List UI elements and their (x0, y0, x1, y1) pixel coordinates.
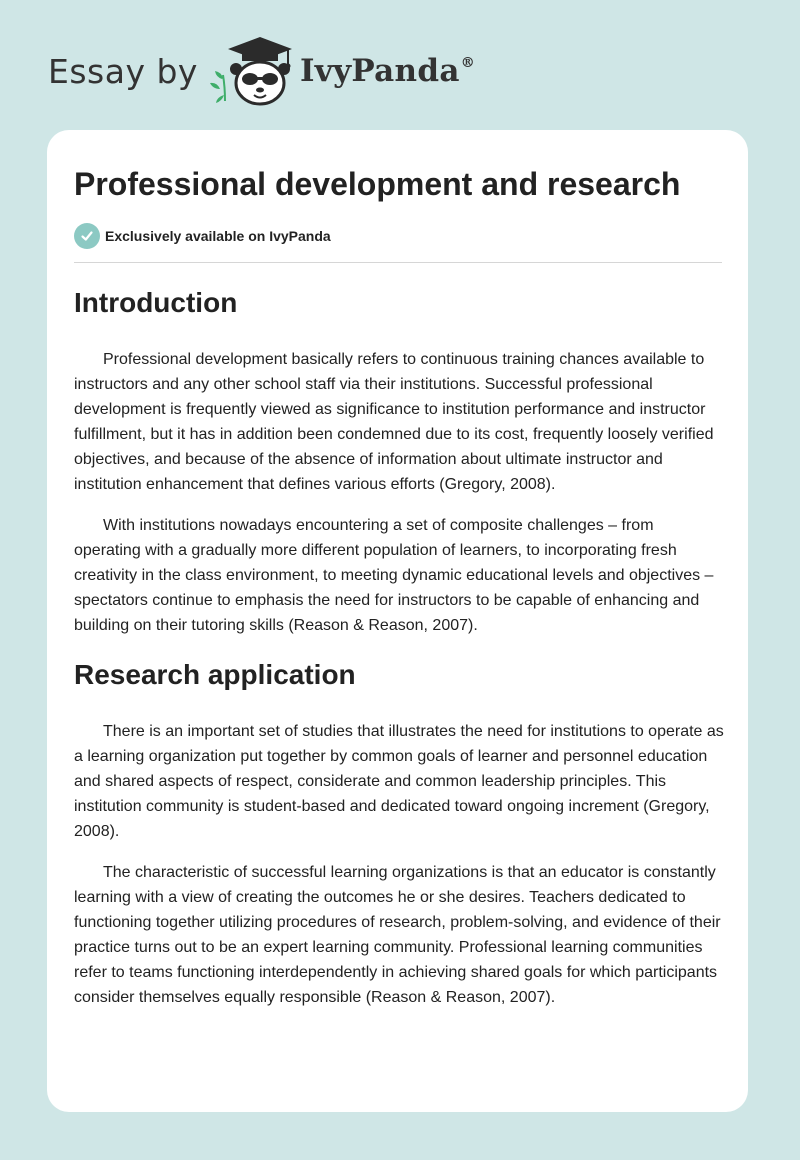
registered-mark: ® (460, 55, 476, 71)
paragraph: The characteristic of successful learning organizations is that an educator is constantly learning with a view of creating the outcomes he or she desires. Teachers dedicated to functioning together utilizing procedures of research, problem-solving, and evidence of their practice turns out to be an expert learning community. Professional learning communities refer to teams functioning interdependently in achieving shared goals for which participants consider themselves equally responsible (Reason & Reason, 2007). (74, 864, 721, 1006)
panda-graduate-logo-icon (208, 35, 296, 107)
essay-content (74, 162, 724, 1010)
site-header (48, 36, 475, 106)
page-title: Professional development and research (74, 166, 681, 202)
essay-card (47, 130, 748, 1112)
paragraph: With institutions nowadays encountering a set of composite challenges – from operating with a gradually more different population of learners, to incorporating fresh creativity in the class environment, to meeting dynamic educational levels and objectives – spectators continue to emphasis the need for instructors to be capable of enhancing and building on their tutoring skills (Reason & Reason, 2007). (74, 517, 714, 634)
check-circle-icon (74, 223, 100, 249)
essay-by-label: Essay by (48, 51, 198, 91)
brand-name: IvyPanda® (299, 53, 476, 89)
exclusive-badge (74, 221, 724, 251)
paragraph: Professional development basically refers to continuous training chances available to instructors and any other school staff via their institutions. Successful professional development is frequently viewed as significance to institution performance and instructor fulfillment, but it has in addition been condemned due to its cost, frequently loosely verified objectives, and because of the absence of information about ultimate instructor and institution enhancement that defines various efforts (Gregory, 2008). (74, 351, 714, 493)
paragraph: There is an important set of studies that illustrates the need for institutions to operate as a learning organization put together by common goals of learner and personnel education and shared aspects of respect, considerate and common leadership principles. This institution community is student-based and dedicated toward ongoing increment (Gregory, 2008). (74, 723, 724, 840)
exclusive-badge-label: Exclusively available on IvyPanda (105, 228, 331, 244)
title-divider (74, 262, 722, 263)
section-heading-research-application: Research application (74, 659, 356, 690)
section-heading-introduction: Introduction (74, 287, 238, 318)
